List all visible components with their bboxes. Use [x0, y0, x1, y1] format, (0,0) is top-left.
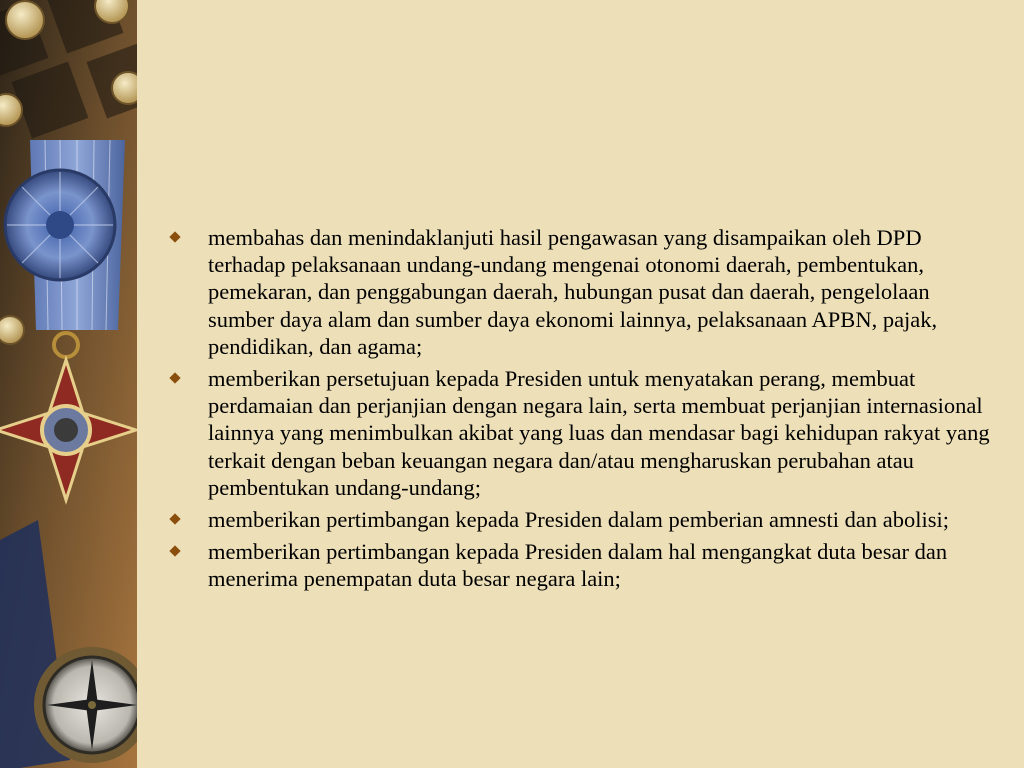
diamond-bullet-icon: [169, 372, 180, 383]
bullet-item: [168, 506, 998, 533]
bullet-text: memberikan pertimbangan kepada Presiden dalam pemberian amnesti dan abolisi;: [208, 507, 950, 533]
diamond-bullet-icon: [169, 231, 180, 242]
bullet-item: [168, 538, 998, 592]
bullet-text: memberikan pertimbangan kepada Presiden dalam hal mengangkat duta besar dan menerima penempatan duta besar negara lain;: [208, 539, 948, 592]
medal-and-compass-photo-icon: [0, 0, 137, 768]
diamond-bullet-icon: [169, 513, 180, 524]
bullet-text: memberikan persetujuan kepada Presiden untuk menyatakan perang, membuat perdamaian dan perjanjian dengan negara lain, serta membuat perjanjian internasional lainnya yang menimbulkan akibat yang luas dan mendasar bagi kehidupan rakyat yang terkait dengan beban keuangan negara dan/atau mengharuskan perubahan atau pembentukan undang-undang;: [208, 366, 990, 500]
bullet-item: [168, 365, 998, 501]
bullet-text: membahas dan menindaklanjuti hasil pengawasan yang disampaikan oleh DPD terhadap pelaksanaan undang-undang mengenai otonomi daerah, pembentukan, pemekaran, dan penggabungan daerah, hubungan pusat dan daerah, pengelolaan sumber daya alam dan sumber daya ekonomi lainnya, pelaksanaan APBN, pajak, pendidikan, dan agama;: [208, 225, 938, 359]
bullet-item: [168, 224, 998, 360]
diamond-bullet-icon: [169, 546, 180, 557]
slide-content: [168, 224, 998, 598]
bullet-list: [168, 224, 998, 593]
